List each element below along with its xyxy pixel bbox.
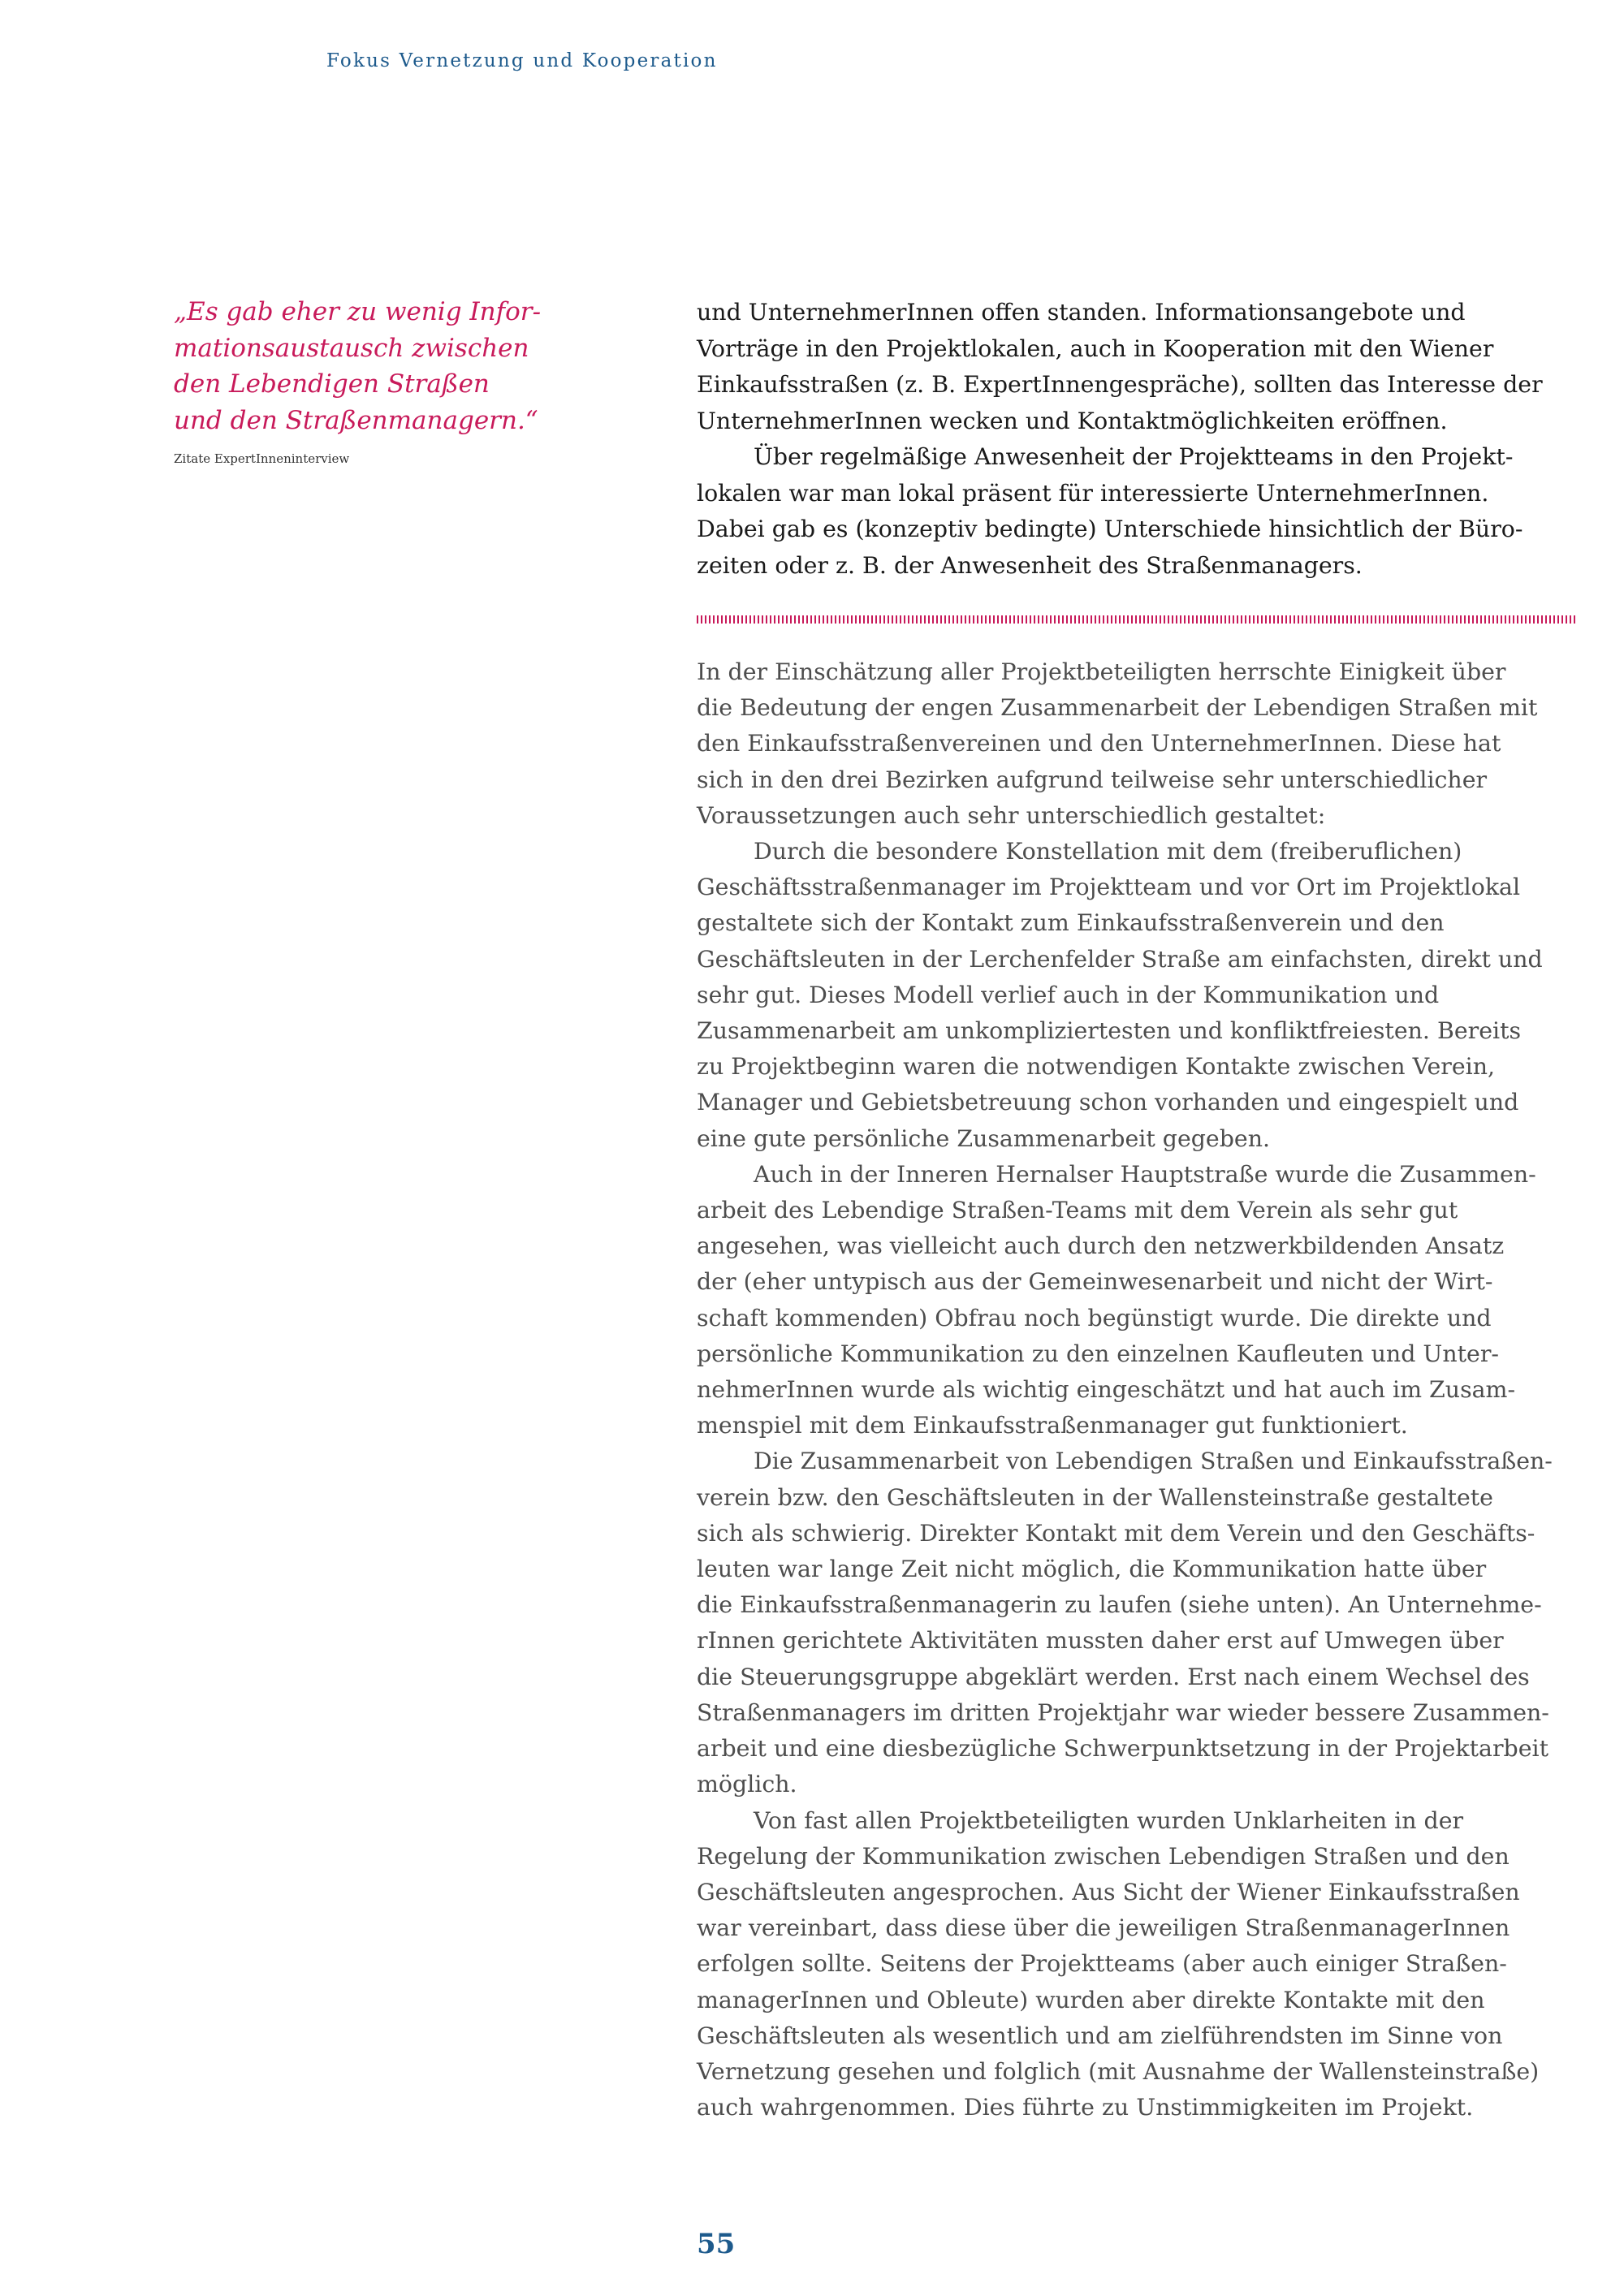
- text-line: Voraussetzungen auch sehr unterschiedlich gestaltet:: [697, 801, 1326, 829]
- text-line: den Einkaufsstraßenvereinen und den UnternehmerInnen. Diese hat: [697, 730, 1501, 757]
- text-line: die Bedeutung der engen Zusammenarbeit der Lebendigen Straßen mit: [697, 694, 1538, 722]
- text-line: leuten war lange Zeit nicht möglich, die Kommunikation hatte über: [697, 1556, 1487, 1583]
- text-line: Dabei gab es (konzeptiv bedingte) Unterschiede hinsichtlich der Büro-: [697, 516, 1523, 542]
- text-line: auch wahrgenommen. Dies führte zu Unstimmigkeiten im Projekt.: [697, 2094, 1474, 2121]
- text-line: verein bzw. den Geschäftsleuten in der Wallensteinstraße gestaltete: [697, 1483, 1493, 1511]
- text-line: Vernetzung gesehen und folglich (mit Ausnahme der Wallensteinstraße): [697, 2057, 1540, 2085]
- text-line: der (eher untypisch aus der Gemeinwesenarbeit und nicht der Wirt-: [697, 1268, 1493, 1296]
- text-line: die Steuerungsgruppe abgeklärt werden. Erst nach einem Wechsel des: [697, 1663, 1530, 1690]
- text-line: Einkaufsstraßen (z. B. ExpertInnengespräche), sollten das Interesse der: [697, 371, 1543, 398]
- text-line: erfolgen sollte. Seitens der Projektteams (aber auch einiger Straßen-: [697, 1950, 1507, 1978]
- text-line: zeiten oder z. B. der Anwesenheit des Straßenmanagers.: [697, 551, 1363, 579]
- text-line: Über regelmäßige Anwesenheit der Projektteams in den Projekt-: [754, 443, 1514, 470]
- text-line: nehmerInnen wurde als wichtig eingeschätzt und hat auch im Zusam-: [697, 1376, 1516, 1404]
- text-line: angesehen, was vielleicht auch durch den netzwerkbildenden Ansatz: [697, 1232, 1505, 1260]
- text-line: rInnen gerichtete Aktivitäten mussten daher erst auf Umwegen über: [697, 1627, 1504, 1655]
- lower-paragraphs: [697, 654, 1582, 2126]
- text-line: sich als schwierig. Direkter Kontakt mit dem Verein und den Geschäfts-: [697, 1519, 1535, 1547]
- text-line: schaft kommenden) Obfrau noch begünstigt wurde. Die direkte und: [697, 1304, 1492, 1331]
- pull-quote-line: mationsaustausch zwischen: [174, 333, 529, 363]
- text-line: gestaltete sich der Kontakt zum Einkaufsstraßenverein und den: [697, 909, 1445, 937]
- text-line: sich in den drei Bezirken aufgrund teilweise sehr unterschiedlicher: [697, 766, 1488, 793]
- text-line: Auch in der Inneren Hernalser Hauptstraße wurde die Zusammen-: [754, 1160, 1536, 1188]
- text-line: und UnternehmerInnen offen standen. Informationsangebote und: [697, 299, 1466, 326]
- quote-source: Zitate ExpertInneninterview: [174, 451, 350, 466]
- text-line: persönliche Kommunikation zu den einzelnen Kaufleuten und Unter-: [697, 1340, 1499, 1367]
- pull-quote-line: und den Straßenmanagern.“: [174, 405, 538, 435]
- text-line: menspiel mit dem Einkaufsstraßenmanager gut funktioniert.: [697, 1412, 1408, 1439]
- upper-paragraphs: [697, 295, 1582, 584]
- text-line: sehr gut. Dieses Modell verlief auch in der Kommunikation und: [697, 981, 1440, 1008]
- text-line: Regelung der Kommunikation zwischen Lebendigen Straßen und den: [697, 1842, 1510, 1870]
- text-line: lokalen war man lokal präsent für interessierte UnternehmerInnen.: [697, 479, 1489, 507]
- text-line: zu Projektbeginn waren die notwendigen Kontakte zwischen Verein,: [697, 1053, 1496, 1081]
- text-line: Straßenmanagers im dritten Projektjahr war wieder bessere Zusammen-: [697, 1698, 1549, 1726]
- text-line: managerInnen und Obleute) wurden aber direkte Kontakte mit den: [697, 1986, 1485, 2013]
- text-line: arbeit und eine diesbezügliche Schwerpunktsetzung in der Projektarbeit: [697, 1735, 1549, 1763]
- running-header: Fokus Vernetzung und Kooperation: [326, 50, 718, 71]
- page-number: 55: [697, 2228, 736, 2260]
- text-line: UnternehmerInnen wecken und Kontaktmöglichkeiten eröffnen.: [697, 407, 1448, 434]
- text-line: arbeit des Lebendige Straßen-Teams mit dem Verein als sehr gut: [697, 1197, 1458, 1224]
- text-line: möglich.: [697, 1771, 797, 1798]
- text-line: Geschäftsstraßenmanager im Projektteam und vor Ort im Projektlokal: [697, 874, 1521, 901]
- pull-quote-line: den Lebendigen Straßen: [174, 369, 490, 399]
- section-divider: [697, 615, 1575, 624]
- text-line: Geschäftsleuten als wesentlich und am zielführendsten im Sinne von: [697, 2022, 1503, 2049]
- text-line: eine gute persönliche Zusammenarbeit gegeben.: [697, 1124, 1271, 1152]
- text-line: Manager und Gebietsbetreuung schon vorhanden und eingespielt und: [697, 1089, 1519, 1116]
- pull-quote: [174, 294, 580, 438]
- pull-quote-line: „Es gab eher zu wenig Infor-: [174, 297, 542, 326]
- text-line: Geschäftsleuten in der Lerchenfelder Straße am einfachsten, direkt und: [697, 945, 1543, 973]
- text-line: Vorträge in den Projektlokalen, auch in Kooperation mit den Wiener: [697, 334, 1494, 362]
- text-line: In der Einschätzung aller Projektbeteiligten herrschte Einigkeit über: [697, 658, 1506, 685]
- text-line: die Einkaufsstraßenmanagerin zu laufen (siehe unten). An Unternehme-: [697, 1591, 1542, 1619]
- text-line: war vereinbart, dass diese über die jeweiligen StraßenmanagerInnen: [697, 1914, 1510, 1942]
- text-line: Zusammenarbeit am unkompliziertesten und konfliktfreiesten. Bereits: [697, 1017, 1522, 1045]
- text-line: Von fast allen Projektbeteiligten wurden Unklarheiten in der: [754, 1806, 1464, 1834]
- text-line: Durch die besondere Konstellation mit dem (freiberuflichen): [754, 838, 1462, 865]
- text-line: Geschäftsleuten angesprochen. Aus Sicht der Wiener Einkaufsstraßen: [697, 1878, 1520, 1905]
- text-line: Die Zusammenarbeit von Lebendigen Straßen und Einkaufsstraßen-: [754, 1448, 1553, 1475]
